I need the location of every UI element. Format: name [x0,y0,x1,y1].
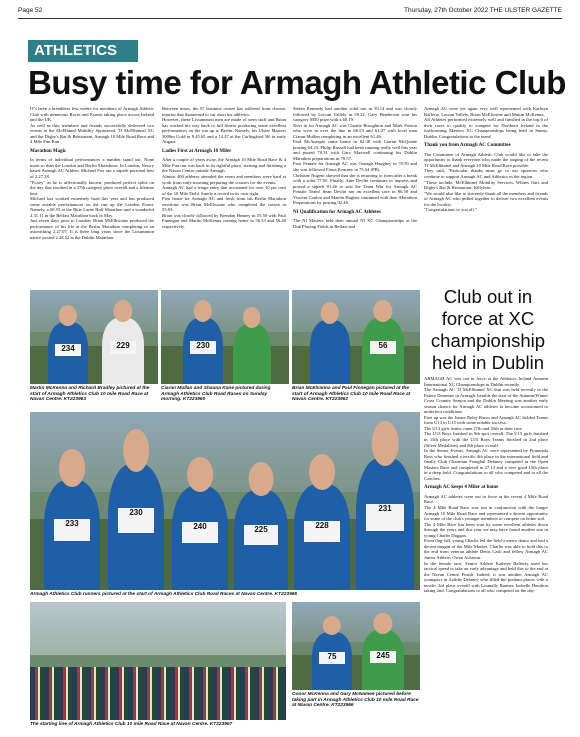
paragraph: Armagh AC were yet again very well represented with Kathryn Rafferty, Lorcan Vallely, Brian McElwaine and Martin McKenna. [424,106,548,117]
photo-club-runners [30,412,420,590]
paragraph: The 4 Mile Road Race was run in conjunction with the longer Armagh 10 Mile Road Race and represented a decent opportunity for some of the club's younger members to compete on home soil. [424,505,548,522]
photo-caption: Conor McKenna and Gary McNamee pictured before taking part in Armagh Athletics Club 10 mile Road Race at Navan Centre. KT223966 [292,692,419,709]
paragraph: In terms of individual performances a number stand out. None more so than the London and Berlin Marathons. In London, Newry based Armagh AC Athlete, Michael Fox ran a superb personal best of 2.27.28. [30,157,154,180]
photo-starting-line [30,602,286,720]
race-bib: 225 [244,525,279,545]
article-column-2 [162,106,286,288]
paragraph: The NI Masters held their annual NI XC Championships at the Dub Playing Fields in Belfast and [293,218,417,229]
race-bib: 228 [304,521,340,542]
paragraph: "Foxey" as he is affectionally known, produced perfect splits on the day that resulted in a 27th category place overall and a lifetime best. [30,179,154,196]
subheading: Armagh AC keeps 4 Miler at home [424,485,499,491]
paragraph: Almost 400 athletes attended the event and members were hard at work from early morning preparing the courses for the events. [162,174,286,185]
paragraph: In the Senior Events, Armagh AC were represented by Fionnuala Ross who finished a terrific 4th place in the international field and finally Club Chairman Fearghal Delaney competed in the Open Masters Race and completed in 27.13 and a very good 15th place in a deep field. Congratulations to all who competed and to all the Coaches. [424,448,548,481]
article-column-4 [424,106,548,288]
paragraph: They said, "Particular thanks must go to our sponsors who continue to support Armagh AC and Athletics in the region. [424,168,548,180]
paragraph: In the female race, Senior Athlete Kathryn Rafferty used her tactical speed to take an early advantage and held this to the end at the Navan Centre Finish. Indeed, it was another Armagh AC youngster in Aoibhe Delaney who filled the podium places with a terrific 3rd place overall with Lisanally Runner, Isobelle Hendron taking 2nd. Congratulations to all who competed on the day. [424,560,548,594]
photo-mullan-kane [161,290,289,384]
paragraph: ARMAGH AC was out in force at the Athletics Ireland Autumn International XC Championships in Dublin recently. [424,376,548,387]
paragraph: However, these Lissummon men are made of stern stuff and Brian has worked his way back to full fitness producing some excellent performances on the run up to Berlin. Namely, his Ulster Masters 3000m Gold in 9.45.65 and a 14.47 at the Carlingford 5K in early August. [162,117,286,145]
page-headline: Busy time for Armagh Athletic Club [28,64,566,101]
paragraph: Armagh AC had a fringe entry that accounted for over 10 per cent of the 10 Mile Field. Surely a record in its own right. [162,185,286,196]
paragraph: "Congratulations to you all." [424,207,477,213]
race-bib: 240 [182,522,218,543]
photo-caption: Martin McKenna and Richard Bradley pictured at the start of Armagh Athletics Club 10 mile Road Race at Navan Centre. KT223963 [30,386,150,403]
photo-caption: Armagh Athletics Club runners pictured at the start of Armagh Athletics Club Road Races at Navan Centre. KT223965 [30,592,298,597]
paragraph: IT's been a breathless few weeks for members of Armagh Athletic Club with numerous Races and Events taking place across Ireland and the UK. [30,106,154,123]
paragraph: Paul McAnespie came home in 62.38 with Ciaran McQuade posting 64.23. Philip Russell had been running really well this year and posted 70.31 with Gary Maxwell continuing his Dublin Marathon preparations in 70.57. [293,139,417,161]
issue-line: Thursday, 27th October 2022 THE ULSTER GAZETTE [404,7,562,14]
paragraph: Christine Nugent showed that she is returning to form after a break with a solid 77.05. Finally, Aine Devlin continues to impress and posted a superb 81.46 to seal the Team Win for Armagh AC Female Team! Sean Devlin ran an excellent race in 86.58 and Vincent Conlon and Maeliu Hughes continued with their Marathon Preparations by posting 92.46. [293,172,417,206]
photo-caption: Brian McElvanna and Paul Finnegan pictured at the start of Armagh Athletics Club 10 mile Road Race at Navan Centre. KT223962 [292,386,411,403]
paragraph: The U13 Boys finished in 9th spot overall. The U15 girls finished in 15th place with the U15 Boys Teams finished in 2nd place (Silver Medallists) and 8th place overall. [424,431,548,448]
paragraph: Just seven days prior to London, Brian McElhwaine produced the performance of his life at the Berlin Marathon completing in an astonishing 2.27.07. It is three long years since the Lissummon native posted 2.28.52 at the Dublin Marathon. [30,218,154,241]
photo-mckenna-bradley [30,290,158,384]
subheading: Marathon Magic [30,148,67,154]
subheading: NI Qualification for Armagh AC Athletes [293,209,381,215]
paragraph: The Committee of Armagh Athletic Club would like to take the opportunity to thank everyone who made the staging of the recent TJ McElhinnel and Armagh 10 Mile Road Race possible. [424,151,548,168]
race-bib: 230 [190,341,216,354]
race-bib: 230 [118,508,154,533]
section-label: ATHLETICS [28,40,138,62]
article-column-1 [30,106,154,288]
paragraph: Armagh AC athletes were out in force at the recent 4 Mile Road Race. [424,493,548,505]
paragraph: The U13 girls teams came 27th and 35th in their race. [424,425,523,431]
paragraph: First up was the Junior Relay Races and Armagh AC fielded Teams from U13 to U15 with some notable success. [424,414,548,426]
paragraph: After a couple of years away, the Armagh 10 Mile Road Race & 4 Mile Fun run was back in its rightful place, starting and finishing a the Navan Centre outside Armagh. [162,157,286,174]
page-number: Page 52 [18,7,43,14]
paragraph: Next in for Armagh AC was Charlie Broughton and Mark Paxton who were in over the line in 60.53 and 61.07 with local man Ciaran Mullen completing in an excellent 61.46. [293,122,417,139]
photo-mcelvanna-finnegan [292,290,420,384]
paragraph: Between times, the IT business owner has suffered from chronic injuries that threatened to cut short his athletics. [162,106,286,117]
race-bib: 231 [366,504,403,530]
subheading: Thank you from Armagh AC Committee [424,143,511,149]
paragraph: All Athletes performed extremely well and finished in the top 6 of their races to qualify to compete for Northern Ireland in the forthcoming Masters XC Championships being held in Sunny, Dublin. Congratulations to the team! [424,117,548,139]
paragraph: "We would also like to sincerely thank all the members and friends of Armagh AC who pulled together to deliver two excellent events for the locality. [424,190,548,207]
photo-mckenna-mcnamee [292,602,420,690]
page-header [18,5,562,19]
race-bib: 229 [110,341,137,354]
xc-headline: Club out in force at XC championship held in Dublin [430,286,546,373]
paragraph: The Armagh AC TJ McElhinnel XC that was held recently in the Palace Demesne in Armagh, heralds the start of the Autumn/Winter Cross Country Season and the Dublin Meeting was another early season chance for Armagh AC athletes to become accustomed to underfoot conditions. [424,387,548,415]
paragraph: As well as this, members and friends successfully delivered two events in the McElhinnl Mobility Sponsored, TJ McElhinnel XC and the Digby's Bar & Restaurant, Armagh 10 Mile Road Race and 4 Mile Fun Run. [30,122,154,145]
paragraph: "These include, McElhinnel Mobility Services, Whites Oats and Digby's Bar & Restaurant, Killyleas. [424,179,548,191]
paragraph: Stefan Kennedy had another solid run in 59.14 and was closely followed by Lorcan Vallely in 59.22. Gary Henderson won his category M50 prize with a 60.19. [293,106,417,123]
paragraph: From flag-fall, young Charlie led the field a merry dance and had a decent margin of the Mile Marker. Charlie was able to hold this to the end from veteran athlete Denis Cash and fellow Armagh AC Junior Athlete, Owen Acheson. [424,538,548,560]
race-bib: 75 [319,652,345,664]
paragraph: First Female for Armagh AC was Oonagh Haughey in 70.59 and she was followed Fiona Kearney in 75.54 (PB). [293,161,417,173]
article-column-3 [293,106,417,288]
race-bib: 245 [370,651,397,663]
race-bib: 56 [370,341,397,354]
photo-caption: The starting line of Armagh Athletics Club 10 mile Road Race at Navan Centre. KT223967 [30,722,233,727]
paragraph: First home for Armagh AC and fresh from his Berlin Marathon exertions was Brian McElwaine who completed the course in 55.03. [162,196,286,213]
paragraph: Brian was closely followed by Brendan Heaney in 55.50 with Paul Finnegan and Martin McKenna coming home in 56.33 and 56.40 respectively. [162,212,286,229]
race-bib: 234 [55,344,81,356]
paragraph: Michael has worked extremely hard this year and has produced some notable performances on the run up the London Event. Namely, a 69.55 at the Bitte Larne Half Marathon and a wonderful 2.31.11 in the Belfast Marathon back in May. [30,196,154,218]
photo-caption: Ciaran Mullan and Shauna Kane pictured during Armagh Athletics Club Road Races on Sunday morning. KT223960 [161,386,271,403]
article-column-5 [424,376,548,722]
paragraph: The 4 Mile Race has been won by some excellent athletes down through the years and this year we may have found another star in young Charlie Duggan. [424,521,548,538]
subheading: Ladies First at Armagh 10 Miler [162,148,232,154]
race-bib: 233 [54,519,90,541]
